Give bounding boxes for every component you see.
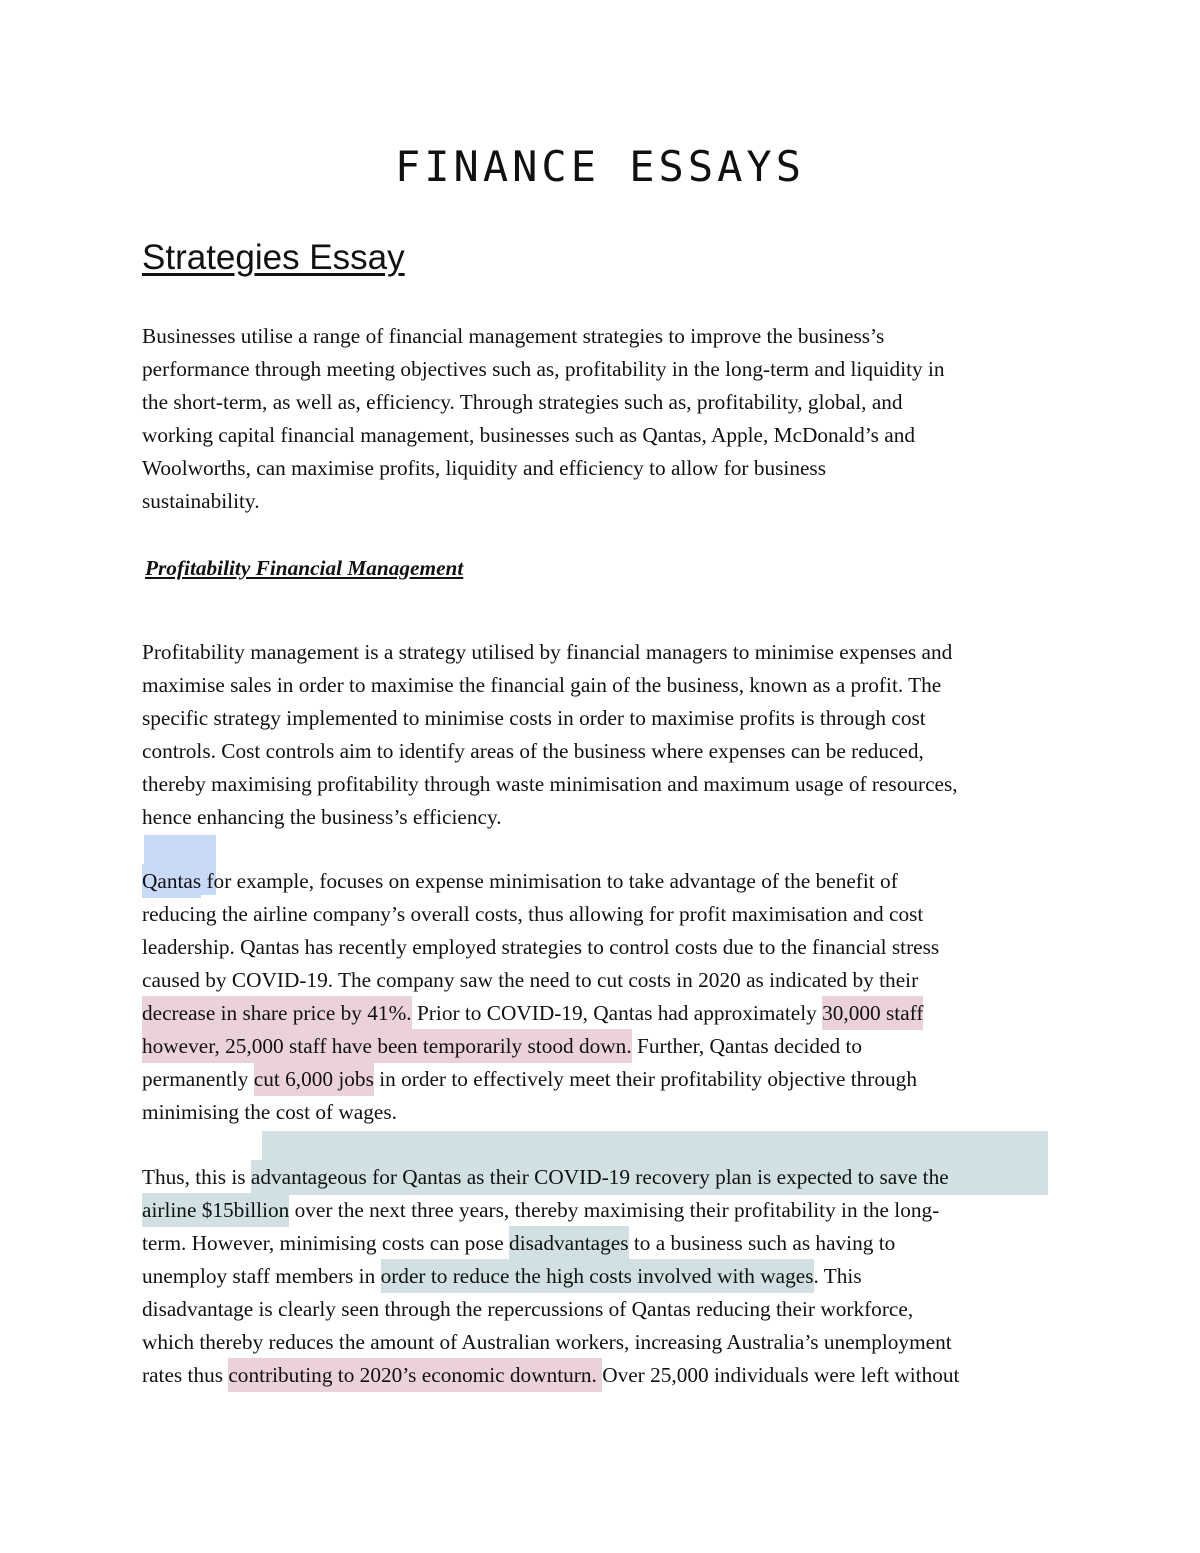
text-run: term. However, minimising costs can pose bbox=[142, 1231, 510, 1255]
profitability-paragraph bbox=[142, 636, 1072, 834]
text-run: over the next three years, thereby maximising their profitability in the long- bbox=[289, 1198, 940, 1222]
highlight-pink: cut 6,000 jobs bbox=[254, 1062, 374, 1096]
text-line: thereby maximising profitability through waste minimisation and maximum usage of resources, bbox=[142, 772, 958, 796]
text-line bbox=[142, 1030, 1072, 1063]
thus-paragraph bbox=[142, 1161, 1072, 1392]
text-line: disadvantage is clearly seen through the repercussions of Qantas reducing their workforce, bbox=[142, 1297, 914, 1321]
text-run: Prior to COVID-19, Qantas had approximately bbox=[411, 1001, 823, 1025]
essay-heading: Strategies Essay bbox=[142, 238, 405, 277]
highlight-teal: order to reduce the high costs involved with wages bbox=[381, 1259, 814, 1293]
highlight-teal: advantageous for Qantas as their COVID-19 recovery plan is expected to save the bbox=[251, 1160, 949, 1194]
text-line: reducing the airline company’s overall costs, thus allowing for profit maximisation and cost bbox=[142, 902, 924, 926]
text-line bbox=[142, 1227, 1072, 1260]
text-line: which thereby reduces the amount of Australian workers, increasing Australia’s unemployment bbox=[142, 1330, 952, 1354]
highlight-blue: Qantas bbox=[142, 864, 201, 898]
highlight-teal: disadvantages bbox=[509, 1226, 628, 1260]
highlight-pink: however, 25,000 staff have been temporarily stood down. bbox=[142, 1029, 632, 1063]
document-title: FINANCE ESSAYS bbox=[394, 142, 805, 191]
text-line bbox=[142, 1063, 1072, 1096]
text-line: Woolworths, can maximise profits, liquidity and efficiency to allow for business bbox=[142, 456, 826, 480]
text-line: maximise sales in order to maximise the financial gain of the business, known as a profit. The bbox=[142, 673, 942, 697]
text-line: the short-term, as well as, efficiency. Through strategies such as, profitability, global, and bbox=[142, 390, 903, 414]
text-run: Thus, this is bbox=[142, 1165, 251, 1189]
highlight-pink: decrease in share price by 41%. bbox=[142, 996, 412, 1030]
highlight-teal: airline $15billion bbox=[142, 1193, 289, 1227]
text-line: leadership. Qantas has recently employed strategies to control costs due to the financial stress bbox=[142, 935, 940, 959]
text-line: Businesses utilise a range of financial management strategies to improve the business’s bbox=[142, 324, 885, 348]
text-line bbox=[142, 997, 1072, 1030]
highlight-pink: contributing to 2020’s economic downturn. bbox=[228, 1358, 602, 1392]
text-line bbox=[142, 1161, 1072, 1194]
intro-paragraph bbox=[142, 320, 1072, 518]
text-line: caused by COVID-19. The company saw the need to cut costs in 2020 as indicated by their bbox=[142, 968, 919, 992]
text-run: . This bbox=[813, 1264, 862, 1288]
text-run: Further, Qantas decided to bbox=[631, 1034, 863, 1058]
text-line bbox=[142, 865, 1072, 898]
text-line: hence enhancing the business’s efficiency. bbox=[142, 805, 502, 829]
text-line: controls. Cost controls aim to identify areas of the business where expenses can be reduced, bbox=[142, 739, 924, 763]
text-line: minimising the cost of wages. bbox=[142, 1100, 397, 1124]
text-line: Profitability management is a strategy utilised by financial managers to minimise expenses and bbox=[142, 640, 953, 664]
text-line: specific strategy implemented to minimise costs in order to maximise profits is through cost bbox=[142, 706, 926, 730]
text-line bbox=[142, 1260, 1072, 1293]
text-line: working capital financial management, businesses such as Qantas, Apple, McDonald’s and bbox=[142, 423, 915, 447]
text-run: Over 25,000 individuals were left without bbox=[602, 1363, 960, 1387]
text-run: unemploy staff members in bbox=[142, 1264, 381, 1288]
highlight-pink: 30,000 staff bbox=[822, 996, 923, 1030]
text-run: for example, focuses on expense minimisation to take advantage of the benefit of bbox=[201, 869, 898, 893]
qantas-paragraph bbox=[142, 865, 1072, 1129]
section-heading: Profitability Financial Management bbox=[145, 556, 464, 580]
text-line bbox=[142, 1359, 1072, 1392]
text-line bbox=[142, 1194, 1072, 1227]
text-run: rates thus bbox=[142, 1363, 229, 1387]
text-line: performance through meeting objectives such as, profitability in the long-term and liquidity in bbox=[142, 357, 945, 381]
text-line: sustainability. bbox=[142, 489, 260, 513]
text-run: to a business such as having to bbox=[628, 1231, 896, 1255]
text-run: in order to effectively meet their profitability objective through bbox=[373, 1067, 917, 1091]
text-run: permanently bbox=[142, 1067, 254, 1091]
